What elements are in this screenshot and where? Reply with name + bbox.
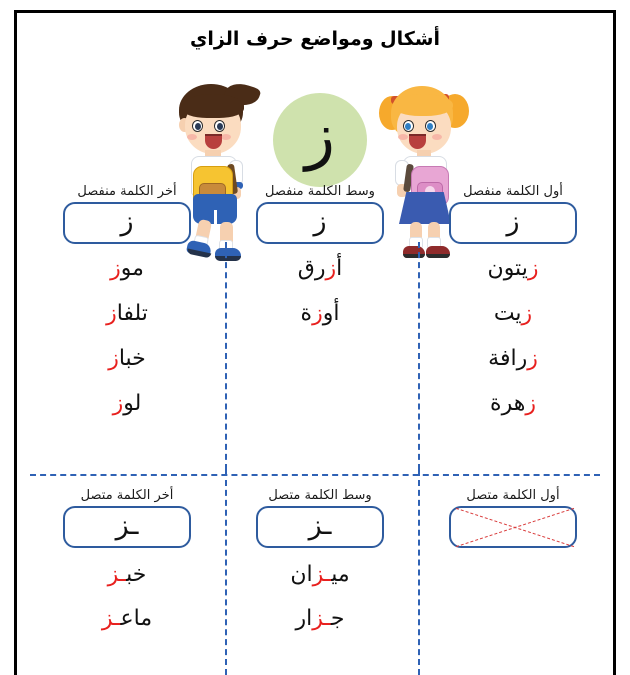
vertical-divider-top-left <box>225 242 227 470</box>
cell-connected-initial <box>428 488 598 548</box>
word-list <box>42 564 212 630</box>
word-list <box>428 258 598 415</box>
girl-pupil-right <box>427 123 433 130</box>
word-item: لوز <box>112 391 142 416</box>
letter-form-box <box>63 506 191 548</box>
boy-shorts-split <box>214 210 217 224</box>
letter-form-glyph: ز <box>120 205 134 237</box>
boy-pupil-right <box>217 123 223 130</box>
cell-label: أخر الكلمة متصل <box>80 488 174 503</box>
cell-label: وسط الكلمة متصل <box>268 488 372 503</box>
word-item: زرافة <box>488 346 538 371</box>
word-item: ميـزان <box>290 562 350 587</box>
word-item: أزرق <box>297 256 343 281</box>
cell-separate-final <box>42 184 212 438</box>
girl-cheek-right <box>432 134 442 140</box>
cell-separate-initial <box>428 184 598 438</box>
letter-form-glyph: ز <box>313 205 327 237</box>
word-list <box>235 564 405 630</box>
word-item: زيتون <box>487 256 539 281</box>
letter-form-box <box>256 506 384 548</box>
word-item: جـزار <box>295 606 345 631</box>
vertical-divider-bottom-right <box>418 470 420 675</box>
letter-form-glyph: ـز <box>308 509 332 541</box>
hero-letter-glyph: ز <box>305 99 335 172</box>
word-item: خبـز <box>107 562 147 587</box>
boy-pupil-left <box>195 123 201 130</box>
word-item: تلفاز <box>106 301 148 326</box>
girl-pupil-left <box>405 123 411 130</box>
letter-form-box-crossed-out <box>449 506 577 548</box>
vertical-divider-bottom-left <box>225 470 227 675</box>
word-list <box>42 258 212 415</box>
word-item: زيت <box>493 301 533 326</box>
letter-form-box <box>256 202 384 244</box>
letter-form-box <box>449 202 577 244</box>
vertical-divider-top-right <box>418 242 420 470</box>
hero-letter-circle <box>273 93 367 187</box>
word-item: زهرة <box>490 391 536 416</box>
cell-separate-medial <box>235 184 405 348</box>
cell-label: أول الكلمة منفصل <box>463 184 563 199</box>
word-item: ماعـز <box>101 606 153 631</box>
letter-form-glyph: ـز <box>115 509 139 541</box>
cell-connected-final <box>42 488 212 652</box>
word-item: موز <box>110 256 144 281</box>
girl-sole-left <box>403 254 425 258</box>
letter-form-glyph: ز <box>506 205 520 237</box>
letter-form-box <box>63 202 191 244</box>
word-list <box>235 258 405 325</box>
cell-label: وسط الكلمة منفصل <box>265 184 375 199</box>
word-item: خباز <box>108 346 146 371</box>
cell-label: أول الكلمة متصل <box>466 488 560 503</box>
girl-cheek-left <box>398 134 408 140</box>
horizontal-divider <box>30 474 600 476</box>
boy-fringe <box>182 94 244 118</box>
page-title: أشكال ومواضع حرف الزاي <box>189 28 441 50</box>
cell-connected-medial <box>235 488 405 652</box>
boy-cheek-right <box>221 134 231 140</box>
boy-cheek-left <box>187 134 197 140</box>
cell-label: أخر الكلمة منفصل <box>77 184 177 199</box>
word-item: أوزة <box>300 301 340 326</box>
girl-fringe <box>393 94 453 116</box>
